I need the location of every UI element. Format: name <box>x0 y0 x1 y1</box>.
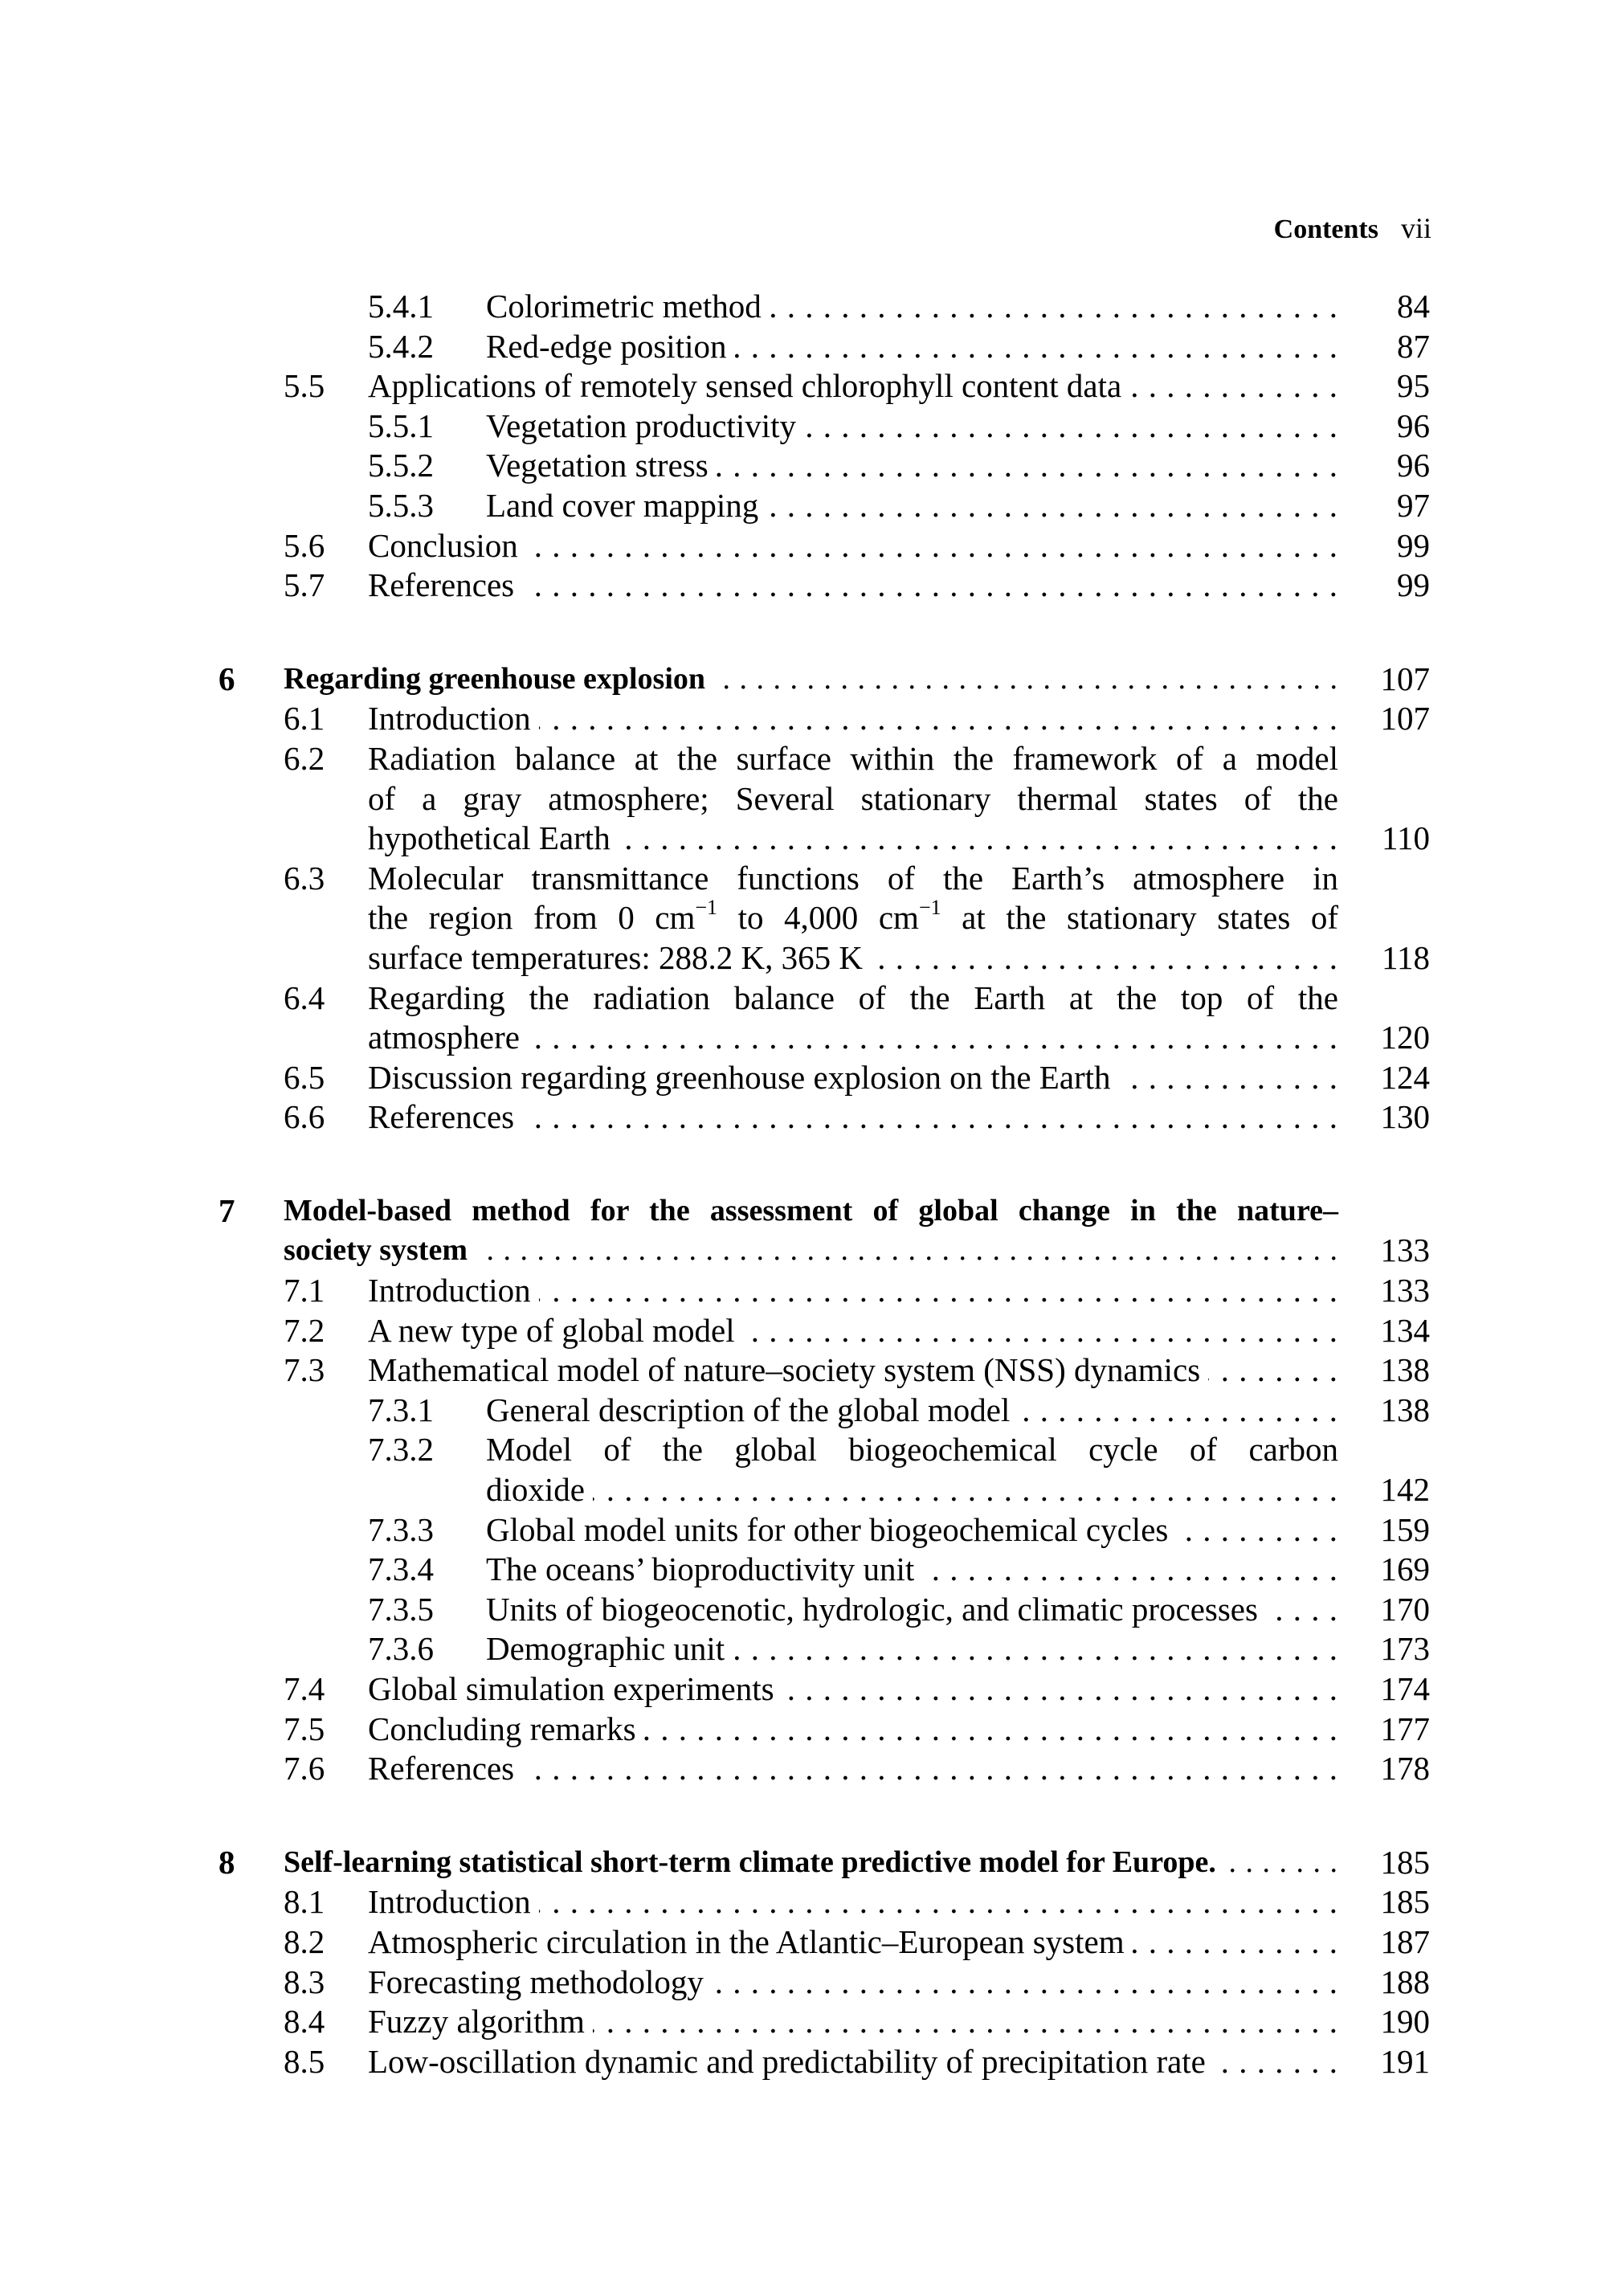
toc-entry-title[interactable] <box>368 1669 1338 1710</box>
toc-entry-number: 5.5.2 <box>368 447 434 484</box>
toc-entry-title[interactable] <box>368 1922 1338 1963</box>
toc-line <box>0 406 1613 447</box>
toc-line <box>0 1629 1613 1669</box>
toc-line <box>0 1271 1613 1311</box>
toc-entry-title[interactable] <box>486 1629 1338 1669</box>
toc-entry-number: 5.7 <box>284 566 325 604</box>
toc-entry-number: 6.5 <box>284 1058 325 1096</box>
toc-entry-title[interactable] <box>486 1391 1338 1431</box>
toc-entry-title[interactable] <box>368 1749 1338 1789</box>
toc-entry-number: 5.4.2 <box>368 327 434 365</box>
toc-entry-title-text: A new type of global model <box>368 1312 743 1349</box>
toc-line <box>0 1550 1613 1590</box>
toc-entry-title[interactable]: of a gray atmosphere; Several stationary thermal states of the <box>368 779 1338 817</box>
toc-entry-title[interactable] <box>368 1963 1338 2003</box>
toc-entry-number: 8.1 <box>284 1883 325 1921</box>
toc-entry-page-number: 96 <box>1397 406 1430 444</box>
toc-line <box>0 1749 1613 1789</box>
toc-entry-title[interactable] <box>368 366 1338 406</box>
toc-entry-title[interactable] <box>368 526 1338 566</box>
toc-entry-number: 6.6 <box>284 1098 325 1136</box>
toc-line <box>0 526 1613 566</box>
toc-entry-number: 7.6 <box>284 1750 325 1787</box>
toc-entry-number: 8.4 <box>284 2003 325 2041</box>
toc-entry-number: 5.5.1 <box>368 406 434 444</box>
toc-entry-title[interactable] <box>368 2042 1338 2082</box>
toc-entry-title-text: Mathematical model of nature–society system (NSS) dynamics <box>368 1351 1208 1388</box>
toc-entry-title[interactable]: Molecular transmittance functions of the Earth’s atmosphere in <box>368 859 1338 897</box>
toc-entry-title[interactable] <box>486 486 1338 526</box>
toc-entry-page-number: 84 <box>1397 288 1430 325</box>
toc-entry-page-number: 142 <box>1380 1471 1430 1509</box>
toc-entry-subsection[interactable] <box>0 327 1613 367</box>
toc-line <box>0 1510 1613 1550</box>
toc-entry-title-text: References <box>368 566 522 603</box>
toc-entry-title-text: Conclusion <box>368 527 526 564</box>
toc-line <box>0 1191 1613 1232</box>
toc-entry-title-text: atmosphere <box>368 1019 528 1056</box>
toc-entry-section[interactable] <box>0 1669 1613 1710</box>
toc-entry-title-text: Red-edge position <box>486 328 734 365</box>
table-of-contents <box>0 287 1613 2082</box>
toc-entry-section[interactable] <box>0 1882 1613 1922</box>
toc-entry-title[interactable] <box>368 1350 1338 1391</box>
toc-entry-subsection[interactable] <box>0 486 1613 526</box>
toc-entry-page-number: 187 <box>1380 1922 1430 1960</box>
running-head-title: Contents <box>1273 214 1378 244</box>
toc-entry-title-text: Introduction <box>368 1272 539 1309</box>
toc-entry-number: 7.4 <box>284 1670 325 1707</box>
toc-entry-section[interactable] <box>0 1271 1613 1311</box>
toc-line <box>0 446 1613 486</box>
toc-entry-title[interactable] <box>284 1843 1338 1883</box>
toc-entry-title-text: Land cover mapping <box>486 487 766 524</box>
toc-entry-title-text: Fuzzy algorithm <box>368 2003 593 2040</box>
toc-entry-number: 7.3 <box>284 1351 325 1389</box>
toc-entry-title-text: Applications of remotely sensed chlorophyll content data <box>368 367 1129 404</box>
toc-entry-section[interactable] <box>0 2002 1613 2042</box>
toc-line <box>0 1922 1613 1963</box>
toc-entry-title-text: References <box>368 1750 522 1787</box>
toc-line <box>0 366 1613 406</box>
toc-entry-number: 6 <box>218 660 235 697</box>
toc-entry-title[interactable] <box>486 287 1338 327</box>
toc-entry-page-number: 110 <box>1382 819 1430 857</box>
toc-entry-section[interactable] <box>0 699 1613 739</box>
toc-entry-section[interactable] <box>0 1058 1613 1098</box>
toc-entry-subsection[interactable] <box>0 1590 1613 1630</box>
toc-entry-title[interactable] <box>368 1058 1338 1098</box>
toc-entry-title-text: References <box>368 1098 522 1135</box>
toc-line <box>0 1018 1613 1058</box>
toc-entry-page-number: 120 <box>1380 1019 1430 1056</box>
toc-entry-subsection[interactable] <box>0 406 1613 447</box>
toc-entry-page-number: 190 <box>1380 2003 1430 2041</box>
toc-entry-title[interactable] <box>368 1097 1338 1138</box>
toc-entry-number: 8.3 <box>284 1963 325 2000</box>
toc-entry-title[interactable] <box>368 566 1338 606</box>
toc-entry-title-text: General description of the global model <box>486 1391 1018 1428</box>
toc-entry-title[interactable] <box>486 1470 1338 1510</box>
toc-entry-section[interactable] <box>0 1749 1613 1789</box>
toc-entry-title-text: Concluding remarks <box>368 1710 644 1747</box>
toc-entry-number: 6.4 <box>284 978 325 1016</box>
toc-entry-title[interactable] <box>284 1231 1338 1271</box>
toc-entry-number: 7.2 <box>284 1311 325 1349</box>
toc-entry-title[interactable] <box>486 406 1338 447</box>
toc-entry-page-number: 185 <box>1380 1843 1430 1881</box>
toc-line <box>0 287 1613 327</box>
toc-entry-title[interactable] <box>368 938 1338 978</box>
toc-entry-page-number: 99 <box>1397 526 1430 564</box>
toc-entry-section[interactable] <box>0 1710 1613 1750</box>
toc-entry-section[interactable] <box>0 2042 1613 2082</box>
toc-line <box>0 1391 1613 1431</box>
toc-entry-page-number: 169 <box>1380 1550 1430 1588</box>
toc-line <box>0 895 1613 938</box>
toc-entry-title-text: dioxide <box>486 1471 593 1508</box>
chapter-spacer <box>0 606 1613 660</box>
toc-entry-chapter[interactable] <box>0 1191 1613 1271</box>
toc-line <box>0 2002 1613 2042</box>
toc-entry-number: 8.5 <box>284 2042 325 2080</box>
toc-entry-title[interactable] <box>368 819 1338 859</box>
toc-entry-chapter[interactable] <box>0 1843 1613 1883</box>
toc-entry-title-text: Introduction <box>368 700 539 737</box>
toc-line <box>0 566 1613 606</box>
toc-entry-number: 8.2 <box>284 1922 325 1960</box>
toc-entry-page-number: 107 <box>1380 660 1430 697</box>
toc-entry-title-text: Self-learning statistical short-term climate predictive model for Europe. <box>284 1845 1224 1879</box>
toc-line <box>0 699 1613 739</box>
toc-line <box>0 2042 1613 2082</box>
toc-entry-title[interactable] <box>368 2002 1338 2042</box>
toc-entry-subsection[interactable] <box>0 1550 1613 1590</box>
toc-entry-title[interactable]: Radiation balance at the surface within the framework of a model <box>368 739 1338 777</box>
toc-entry-page-number: 95 <box>1397 367 1430 405</box>
toc-entry-title-text: Vegetation stress <box>486 447 717 484</box>
toc-entry-title[interactable] <box>368 1018 1338 1058</box>
toc-entry-subsection[interactable] <box>0 287 1613 327</box>
toc-entry-section[interactable] <box>0 1922 1613 1963</box>
toc-line <box>0 1430 1613 1470</box>
toc-entry-section[interactable] <box>0 1963 1613 2003</box>
toc-entry-page-number: 174 <box>1380 1670 1430 1707</box>
toc-entry-page-number: 107 <box>1380 700 1430 737</box>
toc-entry-title[interactable] <box>368 1710 1338 1750</box>
toc-entry-number: 7.1 <box>284 1272 325 1309</box>
toc-entry-page-number: 97 <box>1397 486 1430 524</box>
toc-line <box>0 938 1613 978</box>
toc-entry-title-text: Units of biogeocenotic, hydrologic, and climatic processes <box>486 1591 1266 1628</box>
toc-entry-title-text: Forecasting methodology <box>368 1963 712 2000</box>
toc-entry-title[interactable] <box>368 1311 1338 1351</box>
toc-line <box>0 779 1613 819</box>
toc-entry-page-number: 134 <box>1380 1311 1430 1349</box>
toc-entry-page-number: 159 <box>1380 1510 1430 1548</box>
toc-entry-number: 7.5 <box>284 1710 325 1747</box>
toc-entry-number: 7.3.3 <box>368 1510 434 1548</box>
toc-entry-title[interactable] <box>486 1590 1338 1630</box>
toc-entry-title-text: Introduction <box>368 1883 539 1920</box>
toc-entry-subsection[interactable] <box>0 446 1613 486</box>
toc-entry-number: 6.3 <box>284 859 325 897</box>
toc-entry-number: 5.5 <box>284 367 325 405</box>
toc-entry-page-number: 188 <box>1380 1963 1430 2000</box>
toc-entry-number: 7.3.2 <box>368 1431 434 1469</box>
toc-entry-page-number: 99 <box>1397 566 1430 604</box>
toc-line <box>0 1058 1613 1098</box>
toc-entry-title-text: society system <box>284 1233 476 1267</box>
toc-entry-section[interactable] <box>0 859 1613 978</box>
toc-entry-title[interactable] <box>284 660 1338 700</box>
toc-entry-title[interactable] <box>368 699 1338 739</box>
toc-entry-title[interactable] <box>486 1550 1338 1590</box>
toc-entry-number: 5.6 <box>284 526 325 564</box>
toc-entry-section[interactable] <box>0 1311 1613 1351</box>
toc-entry-page-number: 130 <box>1380 1098 1430 1136</box>
toc-line <box>0 1669 1613 1710</box>
toc-entry-title[interactable]: Regarding the radiation balance of the Earth at the top of the <box>368 978 1338 1016</box>
toc-entry-page-number: 118 <box>1382 938 1430 976</box>
toc-line <box>0 660 1613 700</box>
toc-entry-number: 5.5.3 <box>368 486 434 524</box>
chapter-spacer <box>0 1789 1613 1843</box>
running-head-page-number: vii <box>1400 212 1431 244</box>
toc-line <box>0 327 1613 367</box>
toc-line <box>0 486 1613 526</box>
toc-entry-section[interactable] <box>0 566 1613 606</box>
toc-entry-page-number: 87 <box>1397 327 1430 365</box>
toc-entry-section[interactable] <box>0 526 1613 566</box>
toc-entry-number: 6.1 <box>284 700 325 737</box>
running-head <box>1274 209 1431 249</box>
toc-entry-title-text: Regarding greenhouse explosion <box>284 662 713 696</box>
toc-line <box>0 1963 1613 2003</box>
toc-line <box>0 739 1613 779</box>
toc-line <box>0 1590 1613 1630</box>
toc-entry-title-text: Atmospheric circulation in the Atlantic–European system <box>368 1923 1133 1960</box>
toc-entry-page-number: 173 <box>1380 1630 1430 1668</box>
toc-entry-page-number: 170 <box>1380 1590 1430 1628</box>
toc-entry-title-text: Colorimetric method <box>486 288 770 325</box>
toc-entry-title[interactable] <box>486 327 1338 367</box>
toc-entry-number: 7.3.5 <box>368 1590 434 1628</box>
toc-line <box>0 859 1613 899</box>
toc-entry-subsection[interactable] <box>0 1629 1613 1669</box>
toc-entry-title-text: Discussion regarding greenhouse explosion on the Earth <box>368 1059 1119 1096</box>
toc-line <box>0 1470 1613 1510</box>
toc-entry-title-text: Global model units for other biogeochemical cycles <box>486 1511 1176 1548</box>
toc-entry-number: 8 <box>218 1843 235 1881</box>
toc-entry-title-text: surface temperatures: 288.2 K, 365 K <box>368 939 871 976</box>
toc-entry-section[interactable] <box>0 978 1613 1058</box>
toc-entry-page-number: 138 <box>1380 1351 1430 1389</box>
toc-entry-page-number: 178 <box>1380 1750 1430 1787</box>
toc-entry-title[interactable] <box>486 1510 1338 1550</box>
toc-entry-title-text: Vegetation productivity <box>486 407 804 444</box>
toc-entry-title[interactable] <box>368 1882 1338 1922</box>
toc-entry-title[interactable]: Model-based method for the assessment of global change in the nature– <box>284 1193 1338 1228</box>
toc-entry-title[interactable]: the region from 0 $cm^{-1}$ to 4,000 $cm^{-1}$ at the stationary states of <box>368 895 1338 937</box>
toc-entry-number: 7.3.4 <box>368 1550 434 1588</box>
toc-entry-title-text: Demographic unit <box>486 1630 733 1667</box>
toc-entry-title-text: Global simulation experiments <box>368 1670 782 1707</box>
toc-entry-section[interactable] <box>0 366 1613 406</box>
toc-entry-section[interactable] <box>0 739 1613 859</box>
toc-entry-page-number: 133 <box>1380 1272 1430 1309</box>
toc-entry-page-number: 177 <box>1380 1710 1430 1747</box>
toc-line <box>0 1710 1613 1750</box>
toc-entry-subsection[interactable] <box>0 1430 1613 1510</box>
toc-entry-page-number: 191 <box>1380 2042 1430 2080</box>
toc-entry-title[interactable] <box>368 1271 1338 1311</box>
toc-entry-number: 7.3.6 <box>368 1630 434 1668</box>
toc-entry-page-number: 138 <box>1380 1391 1430 1428</box>
toc-line <box>0 1231 1613 1271</box>
toc-line <box>0 1311 1613 1351</box>
toc-entry-section[interactable] <box>0 1097 1613 1138</box>
toc-entry-number: 7 <box>218 1191 235 1229</box>
toc-line <box>0 1350 1613 1391</box>
toc-line <box>0 1097 1613 1138</box>
toc-line <box>0 1882 1613 1922</box>
toc-entry-page-number: 124 <box>1380 1058 1430 1096</box>
toc-entry-page-number: 133 <box>1380 1232 1430 1269</box>
toc-entry-subsection[interactable] <box>0 1510 1613 1550</box>
toc-entry-title[interactable] <box>486 446 1338 486</box>
toc-entry-title-text: Low-oscillation dynamic and predictability of precipitation rate <box>368 2043 1214 2080</box>
chapter-spacer <box>0 1138 1613 1191</box>
toc-line <box>0 978 1613 1019</box>
toc-entry-number: 7.3.1 <box>368 1391 434 1428</box>
toc-entry-title[interactable]: Model of the global biogeochemical cycle of carbon <box>486 1431 1338 1469</box>
toc-entry-number: 6.2 <box>284 739 325 777</box>
toc-line <box>0 1843 1613 1883</box>
toc-entry-chapter[interactable] <box>0 660 1613 700</box>
toc-entry-page-number: 96 <box>1397 447 1430 484</box>
toc-entry-title-text: hypothetical Earth <box>368 819 619 856</box>
toc-entry-section[interactable] <box>0 1350 1613 1391</box>
toc-line <box>0 819 1613 859</box>
toc-entry-title-text: The oceans’ bioproductivity unit <box>486 1550 922 1587</box>
toc-entry-subsection[interactable] <box>0 1391 1613 1431</box>
toc-entry-page-number: 185 <box>1380 1883 1430 1921</box>
toc-entry-number: 5.4.1 <box>368 288 434 325</box>
